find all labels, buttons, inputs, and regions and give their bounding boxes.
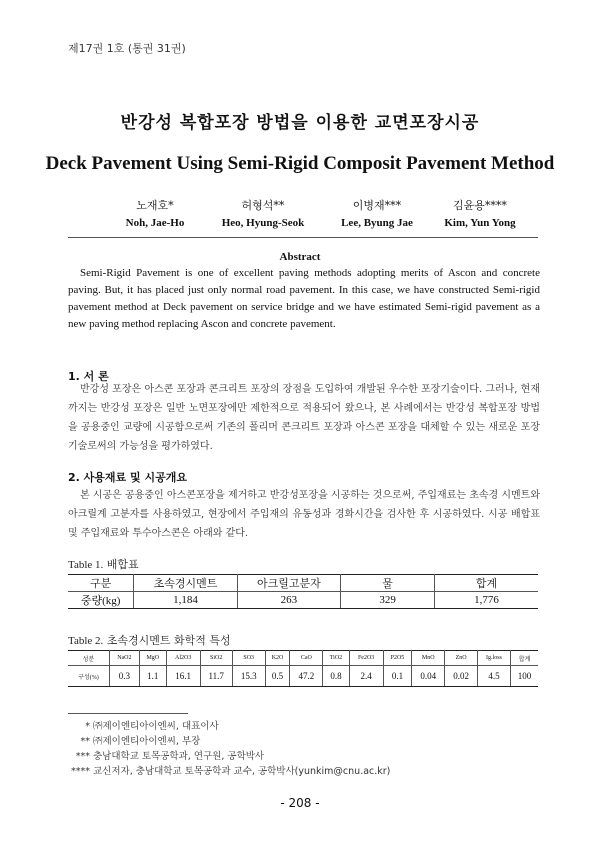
- footnote-item: [62, 749, 390, 764]
- table-header-cell: ZnO: [445, 651, 478, 666]
- section-body-materials: 본 시공은 공용중인 아스콘포장을 제거하고 반강성포장을 시공하는 것으로써, 주입재료는 초속경 시멘트와 아크릴계 고분자를 사용하였고, 현장에서 주입재의 유동성과 경화시간을 검사한 후 시공하였다. 시공 배합표 및 주입재료와 투수아스콘은 아래와 같다.: [68, 490, 541, 539]
- journal-volume-header: 제17권 1호 (통권 31권): [68, 42, 186, 55]
- footnote-text: 충남대학교 토목공학과, 연구원, 공학박사: [93, 751, 265, 762]
- table-header-cell: 초속경시멘트: [134, 575, 237, 592]
- author-name-english: Lee, Byung Jae: [341, 217, 413, 229]
- table1-caption-title: 배합표: [106, 558, 139, 571]
- author-3: [322, 197, 432, 229]
- table-header-cell: 구분: [68, 575, 134, 592]
- section-heading-introduction: 1. 서 론: [68, 370, 109, 383]
- author-1: [100, 197, 210, 229]
- table-header-cell: TiO2: [323, 651, 349, 666]
- paper-title-english: Deck Pavement Using Semi-Rigid Composit Pavement Method: [45, 153, 555, 174]
- footnote-text: ㈜제이엔티아이엔씨, 대표이사: [93, 721, 219, 732]
- section-body-introduction: 반강성 포장은 아스콘 포장과 콘크리트 포장의 장점을 도입하여 개발된 우수한 포장기술이다. 그러나, 현재까지는 반강성 포장은 일반 노면포장에만 제한적으로 적용되어 왔으나, 본 사례에서는 반강성 복합포장 방법을 공용중인 교량에 시공함으로써 기존의 폴리머 콘크리트 포장과 아스콘 포장을 대체할 수 있는 새로운 포장기술로써의 가능성을 평가하였다.: [68, 384, 540, 452]
- abstract-heading: Abstract: [279, 251, 321, 263]
- table-header-cell: Al2O3: [166, 651, 200, 666]
- author-name-korean: 허형석**: [241, 199, 285, 212]
- author-4: [425, 197, 535, 229]
- footnote-item: [62, 734, 390, 749]
- table2-caption: [68, 632, 231, 648]
- table-cell: 1.1: [139, 666, 166, 687]
- table-header-cell: 물: [341, 575, 435, 592]
- author-2: [208, 197, 318, 229]
- table-cell: 263: [237, 592, 340, 609]
- footnote-divider: [68, 713, 188, 714]
- section-heading-materials: 2. 사용재료 및 시공개요: [68, 471, 187, 484]
- table-cell: 구성(%): [68, 666, 109, 687]
- table-cell: 1,776: [435, 592, 538, 609]
- title-divider: [68, 237, 538, 238]
- table-cell: 47.2: [290, 666, 323, 687]
- table-cell: 329: [341, 592, 435, 609]
- table1-caption: [68, 556, 139, 572]
- table-cell: 0.3: [109, 666, 139, 687]
- table-cell: 0.02: [445, 666, 478, 687]
- table-header-cell: MnO: [412, 651, 445, 666]
- abstract-text: Semi-Rigid Pavement is one of excellent paving methods adopting merits of Ascon and concrete paving. But, it has placed just only normal road pavement. In this case, we have constructed Semi-rigid pavement method at Deck pavement on service bridge and we have estimated Semi-rigid pavement as a new paving method replacing Ascon and concrete pavement.: [68, 267, 540, 330]
- footnote-mark: ****: [71, 766, 90, 777]
- page-number: - 208 -: [280, 796, 320, 810]
- table-cell: 0.04: [412, 666, 445, 687]
- table-cell: 15.3: [232, 666, 265, 687]
- table-header-cell: Fe2O3: [349, 651, 383, 666]
- author-name-korean: 김윤용****: [453, 199, 507, 212]
- table-header-cell: SiO2: [200, 651, 232, 666]
- footnote-mark: **: [80, 736, 90, 747]
- author-name-korean: 이병재***: [352, 199, 402, 212]
- table-cell: 11.7: [200, 666, 232, 687]
- table2-caption-title: 초속경시멘트 화학적 특성: [106, 634, 231, 647]
- footnote-mark: ***: [75, 751, 90, 762]
- table-cell: 중량(kg): [68, 592, 134, 609]
- mix-proportion-table: [68, 574, 538, 609]
- table-header-cell: CaO: [290, 651, 323, 666]
- author-name-english: Kim, Yun Yong: [444, 217, 516, 229]
- footnote-text: 교신저자, 충남대학교 토목공학과 교수, 공학박사(yunkim@cnu.ac.kr): [93, 766, 391, 777]
- table-header-cell: 아크릴고분자: [237, 575, 340, 592]
- table-cell: 100: [510, 666, 538, 687]
- table-cell: 0.8: [323, 666, 349, 687]
- footnote-mark: *: [85, 721, 90, 732]
- table-header-cell: 합계: [435, 575, 538, 592]
- table-cell: 1,184: [134, 592, 237, 609]
- footnote-text: ㈜제이엔티아이엔씨, 부장: [93, 736, 201, 747]
- table-header-cell: K2O: [265, 651, 290, 666]
- paper-title-korean: 반강성 복합포장 방법을 이용한 교면포장시공: [120, 113, 480, 133]
- table-header-cell: SO3: [232, 651, 265, 666]
- table-header-cell: Ig.loss: [477, 651, 510, 666]
- table-header-cell: MgO: [139, 651, 166, 666]
- table-row: [68, 666, 538, 687]
- table1-caption-number: Table 1.: [68, 559, 104, 571]
- table-header-row: [68, 651, 538, 666]
- table-cell: 4.5: [477, 666, 510, 687]
- table-header-cell: 합계: [510, 651, 538, 666]
- table-header-cell: P2O5: [383, 651, 412, 666]
- table-cell: 0.5: [265, 666, 290, 687]
- footnote-item: [62, 719, 390, 734]
- table-header-cell: 성분: [68, 651, 109, 666]
- footnote-item: [62, 764, 390, 779]
- table-cell: 2.4: [349, 666, 383, 687]
- table-row: [68, 592, 538, 609]
- author-name-english: Noh, Jae-Ho: [125, 217, 185, 229]
- chemical-composition-table: [68, 650, 538, 687]
- table-cell: 16.1: [166, 666, 200, 687]
- footnotes: [62, 719, 390, 779]
- table2-caption-number: Table 2.: [68, 635, 104, 647]
- table-header-cell: NaO2: [109, 651, 139, 666]
- author-name-korean: 노재호*: [136, 199, 174, 212]
- table-cell: 0.1: [383, 666, 412, 687]
- author-name-english: Heo, Hyung-Seok: [221, 217, 305, 229]
- table-header-row: [68, 575, 538, 592]
